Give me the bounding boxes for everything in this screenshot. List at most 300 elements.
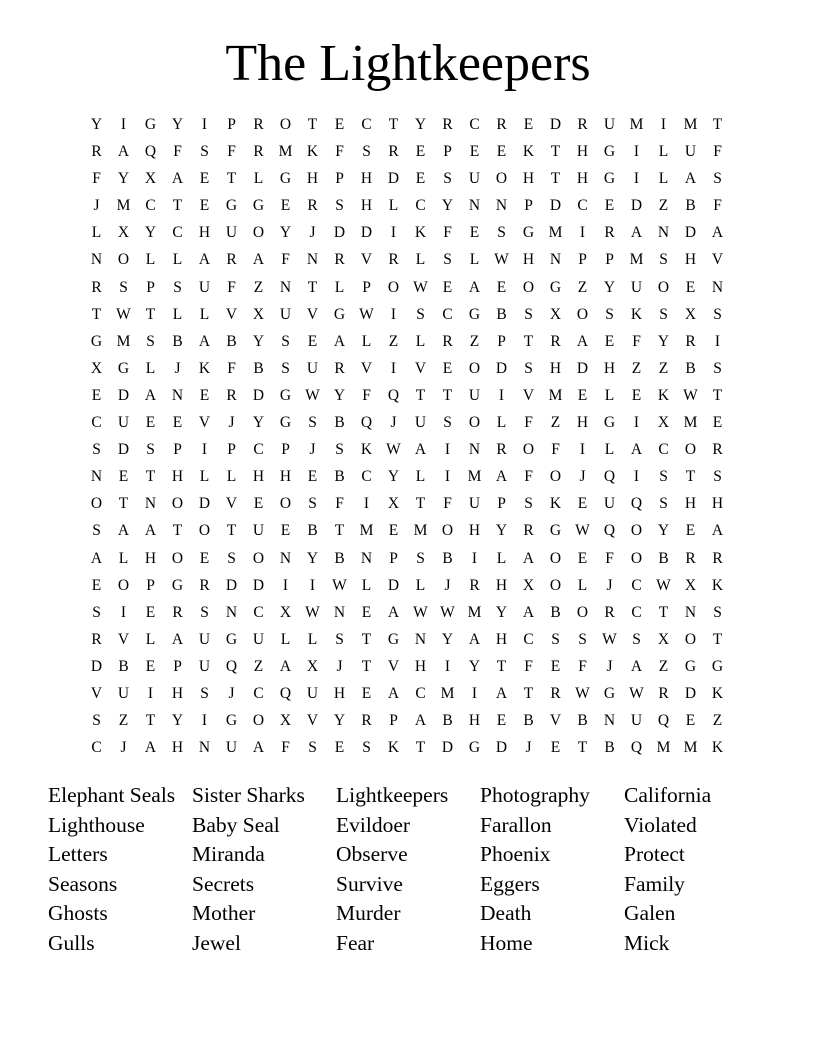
grid-letter: Q xyxy=(630,495,643,513)
grid-letter: E xyxy=(307,468,318,486)
grid-letter: P xyxy=(362,278,371,296)
grid-letter: N xyxy=(225,603,238,621)
grid-letter: Z xyxy=(658,657,669,675)
grid-letter: S xyxy=(308,414,317,432)
grid-letter: C xyxy=(442,305,453,323)
grid-letter: W xyxy=(413,278,428,296)
grid-letter: A xyxy=(171,630,184,648)
grid-letter: L xyxy=(658,143,669,161)
grid-letter: F xyxy=(443,224,452,242)
grid-letter: T xyxy=(91,305,102,323)
grid-letter: N xyxy=(495,197,508,215)
grid-letter: E xyxy=(577,386,588,404)
grid-letter: I xyxy=(120,603,127,621)
grid-letter: U xyxy=(306,684,319,702)
grid-letter: H xyxy=(144,549,157,567)
grid-letter: S xyxy=(335,630,344,648)
grid-letter: A xyxy=(144,386,157,404)
grid-letter: L xyxy=(307,630,318,648)
grid-letter: L xyxy=(496,549,507,567)
word-list-item: Farallon xyxy=(480,812,552,837)
grid-letter: M xyxy=(548,224,563,242)
grid-letter: W xyxy=(629,684,644,702)
grid-letter: S xyxy=(659,251,668,269)
grid-row xyxy=(83,331,731,358)
grid-letter: R xyxy=(442,116,453,133)
grid-letter: R xyxy=(361,712,372,730)
grid-letter: S xyxy=(659,305,668,323)
grid-letter: C xyxy=(415,197,426,215)
grid-letter: J xyxy=(606,657,613,675)
grid-letter: F xyxy=(281,739,290,757)
grid-letter: Y xyxy=(117,170,130,188)
grid-letter: E xyxy=(604,197,615,215)
grid-letter: E xyxy=(415,143,426,161)
word-list-item: Galen xyxy=(624,901,676,926)
grid-letter: E xyxy=(469,143,480,161)
grid-letter: U xyxy=(198,657,211,675)
grid-letter: A xyxy=(414,441,427,459)
grid-letter: O xyxy=(171,495,184,513)
grid-letter: A xyxy=(630,441,643,459)
grid-letter: R xyxy=(496,441,507,459)
grid-letter: Z xyxy=(577,278,588,296)
grid-letter: O xyxy=(468,414,481,432)
grid-letter: F xyxy=(578,657,587,675)
grid-letter: E xyxy=(442,359,453,377)
grid-letter: E xyxy=(523,116,534,133)
grid-letter: E xyxy=(199,549,210,567)
grid-letter: F xyxy=(362,386,371,404)
word-list-item: Ghosts xyxy=(48,901,108,926)
grid-row xyxy=(83,602,731,629)
grid-letter: O xyxy=(279,116,292,133)
grid-letter: L xyxy=(604,386,615,404)
grid-letter: U xyxy=(225,739,238,757)
grid-letter: I xyxy=(444,657,451,675)
grid-letter: P xyxy=(524,197,533,215)
grid-letter: S xyxy=(443,414,452,432)
grid-letter: T xyxy=(145,305,156,323)
grid-letter: Q xyxy=(279,684,292,702)
grid-row xyxy=(83,439,731,466)
grid-letter: K xyxy=(414,224,427,242)
grid-letter: T xyxy=(415,386,426,404)
grid-letter: N xyxy=(306,251,319,269)
grid-letter: F xyxy=(551,441,560,459)
grid-letter: K xyxy=(522,143,535,161)
grid-letter: O xyxy=(117,251,130,269)
grid-letter: T xyxy=(415,495,426,513)
grid-letter: T xyxy=(361,630,372,648)
grid-letter: G xyxy=(603,143,616,161)
grid-letter: E xyxy=(199,197,210,215)
grid-letter: R xyxy=(685,549,696,567)
grid-letter: E xyxy=(712,414,723,432)
grid-letter: R xyxy=(226,251,237,269)
grid-letter: L xyxy=(253,170,264,188)
word-list xyxy=(48,781,768,959)
grid-letter: E xyxy=(145,657,156,675)
grid-letter: B xyxy=(307,522,318,540)
grid-letter: A xyxy=(333,332,346,350)
grid-letter: H xyxy=(468,712,481,730)
grid-letter: S xyxy=(578,630,587,648)
grid-letter: Y xyxy=(657,332,670,350)
grid-letter: M xyxy=(548,386,563,404)
grid-letter: R xyxy=(253,143,264,161)
grid-letter: V xyxy=(198,414,211,432)
grid-letter: U xyxy=(603,495,616,513)
grid-letter: T xyxy=(226,522,237,540)
grid-letter: W xyxy=(116,305,131,323)
grid-letter: X xyxy=(684,576,697,594)
grid-letter: O xyxy=(522,441,535,459)
grid-letter: E xyxy=(496,278,507,296)
grid-letter: L xyxy=(199,468,210,486)
grid-letter: B xyxy=(442,712,453,730)
grid-letter: W xyxy=(332,576,347,594)
grid-letter: S xyxy=(119,278,128,296)
grid-letter: A xyxy=(171,170,184,188)
grid-letter: N xyxy=(684,603,697,621)
grid-letter: T xyxy=(415,739,426,757)
grid-letter: C xyxy=(172,224,183,242)
grid-letter: W xyxy=(305,603,320,621)
grid-letter: J xyxy=(390,414,397,432)
grid-letter: H xyxy=(360,197,373,215)
grid-row xyxy=(83,629,731,656)
grid-letter: B xyxy=(118,657,129,675)
grid-letter: A xyxy=(117,522,130,540)
grid-letter: O xyxy=(198,522,211,540)
grid-letter: M xyxy=(683,739,698,757)
grid-letter: H xyxy=(171,468,184,486)
grid-letter: J xyxy=(228,684,235,702)
grid-row xyxy=(83,222,731,249)
grid-letter: O xyxy=(576,305,589,323)
word-list-column xyxy=(192,781,336,959)
grid-letter: U xyxy=(117,684,130,702)
grid-letter: T xyxy=(523,332,534,350)
grid-row xyxy=(83,493,731,520)
grid-letter: S xyxy=(416,549,425,567)
grid-letter: P xyxy=(389,549,398,567)
grid-letter: R xyxy=(604,224,615,242)
grid-letter: S xyxy=(281,359,290,377)
grid-letter: V xyxy=(306,712,319,730)
grid-letter: F xyxy=(605,549,614,567)
grid-letter: P xyxy=(578,251,587,269)
grid-letter: Q xyxy=(225,657,238,675)
grid-letter: T xyxy=(172,197,183,215)
grid-letter: D xyxy=(225,576,238,594)
grid-letter: O xyxy=(171,549,184,567)
grid-letter: L xyxy=(118,549,129,567)
grid-letter: G xyxy=(603,414,616,432)
grid-letter: T xyxy=(496,657,507,675)
grid-letter: K xyxy=(360,441,373,459)
grid-letter: C xyxy=(253,441,264,459)
grid-letter: K xyxy=(306,143,319,161)
grid-letter: S xyxy=(713,359,722,377)
grid-letter: Y xyxy=(306,549,319,567)
grid-letter: F xyxy=(92,170,101,188)
grid-letter: E xyxy=(361,603,372,621)
grid-letter: O xyxy=(630,549,643,567)
grid-letter: Z xyxy=(631,359,642,377)
grid-letter: B xyxy=(658,549,669,567)
grid-letter: M xyxy=(683,414,698,432)
grid-letter: L xyxy=(280,630,291,648)
grid-letter: I xyxy=(309,576,316,594)
grid-letter: E xyxy=(91,576,102,594)
grid-letter: E xyxy=(388,522,399,540)
grid-letter: H xyxy=(576,143,589,161)
grid-letter: R xyxy=(550,684,561,702)
grid-letter: P xyxy=(497,332,506,350)
grid-row xyxy=(83,520,731,547)
grid-letter: U xyxy=(252,630,265,648)
grid-letter: M xyxy=(656,739,671,757)
word-list-item: Violated xyxy=(624,812,697,837)
grid-letter: H xyxy=(684,495,697,513)
word-list-item: Jewel xyxy=(192,930,241,955)
grid-letter: A xyxy=(387,684,400,702)
grid-letter: H xyxy=(495,630,508,648)
word-list-item: Survive xyxy=(336,871,403,896)
grid-letter: T xyxy=(388,116,399,133)
grid-row xyxy=(83,683,731,710)
grid-letter: O xyxy=(117,576,130,594)
grid-letter: X xyxy=(90,359,103,377)
grid-letter: B xyxy=(442,549,453,567)
grid-letter: F xyxy=(281,251,290,269)
grid-letter: K xyxy=(711,576,724,594)
grid-letter: E xyxy=(145,414,156,432)
grid-letter: N xyxy=(468,441,481,459)
grid-row xyxy=(83,141,731,168)
grid-letter: L xyxy=(415,251,426,269)
grid-letter: L xyxy=(658,170,669,188)
grid-letter: R xyxy=(496,116,507,133)
grid-letter: M xyxy=(278,143,293,161)
grid-letter: M xyxy=(359,522,374,540)
grid-letter: C xyxy=(469,116,480,133)
grid-letter: G xyxy=(603,170,616,188)
grid-letter: J xyxy=(93,197,100,215)
grid-letter: X xyxy=(144,170,157,188)
grid-letter: G xyxy=(225,712,238,730)
grid-letter: X xyxy=(279,603,292,621)
grid-letter: S xyxy=(443,251,452,269)
grid-letter: L xyxy=(361,332,372,350)
grid-letter: Y xyxy=(387,468,400,486)
grid-letter: Y xyxy=(333,712,346,730)
grid-letter: T xyxy=(226,170,237,188)
grid-letter: T xyxy=(550,170,561,188)
grid-letter: Y xyxy=(657,522,670,540)
grid-row xyxy=(83,249,731,276)
grid-letter: L xyxy=(226,468,237,486)
grid-letter: E xyxy=(415,170,426,188)
grid-letter: I xyxy=(120,116,127,133)
grid-letter: I xyxy=(579,224,586,242)
grid-letter: C xyxy=(631,576,642,594)
grid-row xyxy=(83,710,731,737)
grid-letter: G xyxy=(117,359,130,377)
grid-letter: S xyxy=(92,712,101,730)
grid-letter: Y xyxy=(90,116,103,133)
grid-letter: F xyxy=(227,278,236,296)
grid-letter: O xyxy=(387,278,400,296)
grid-letter: F xyxy=(227,143,236,161)
word-list-item: Fear xyxy=(336,930,375,955)
grid-letter: N xyxy=(279,549,292,567)
grid-row xyxy=(83,385,731,412)
grid-letter: D xyxy=(198,495,211,513)
word-list-item: Photography xyxy=(480,783,590,807)
word-list-item: Seasons xyxy=(48,871,118,896)
grid-letter: T xyxy=(118,495,129,513)
grid-letter: P xyxy=(146,278,155,296)
grid-letter: R xyxy=(577,116,588,133)
grid-letter: Y xyxy=(468,657,481,675)
grid-letter: E xyxy=(631,386,642,404)
grid-letter: O xyxy=(549,549,562,567)
grid-letter: O xyxy=(576,603,589,621)
grid-letter: R xyxy=(91,143,102,161)
grid-letter: U xyxy=(468,386,481,404)
grid-letter: E xyxy=(199,170,210,188)
grid-letter: W xyxy=(359,305,374,323)
grid-letter: X xyxy=(684,305,697,323)
grid-letter: U xyxy=(630,712,643,730)
grid-letter: H xyxy=(414,657,427,675)
grid-letter: S xyxy=(146,441,155,459)
grid-letter: Z xyxy=(118,712,129,730)
grid-letter: L xyxy=(145,251,156,269)
grid-letter: M xyxy=(413,522,428,540)
grid-row xyxy=(83,277,731,304)
grid-letter: E xyxy=(253,495,264,513)
grid-letter: Y xyxy=(414,116,427,133)
grid-letter: B xyxy=(334,468,345,486)
grid-letter: U xyxy=(252,522,265,540)
grid-letter: D xyxy=(630,197,643,215)
grid-letter: V xyxy=(711,251,724,269)
grid-letter: D xyxy=(576,359,589,377)
grid-letter: O xyxy=(549,468,562,486)
grid-letter: S xyxy=(281,332,290,350)
grid-letter: S xyxy=(227,549,236,567)
grid-letter: S xyxy=(200,143,209,161)
word-list-item: Family xyxy=(624,871,685,896)
grid-letter: U xyxy=(198,278,211,296)
grid-letter: W xyxy=(494,251,509,269)
grid-letter: V xyxy=(225,305,238,323)
grid-letter: I xyxy=(633,414,640,432)
grid-letter: D xyxy=(252,386,265,404)
grid-letter: U xyxy=(414,414,427,432)
grid-row xyxy=(83,304,731,331)
grid-letter: J xyxy=(579,468,586,486)
grid-letter: V xyxy=(360,359,373,377)
grid-letter: Z xyxy=(658,197,669,215)
grid-letter: T xyxy=(577,739,588,757)
grid-letter: V xyxy=(360,251,373,269)
grid-letter: V xyxy=(522,386,535,404)
grid-letter: E xyxy=(577,549,588,567)
grid-letter: R xyxy=(685,332,696,350)
grid-letter: C xyxy=(415,684,426,702)
grid-letter: N xyxy=(198,739,211,757)
grid-letter: E xyxy=(685,712,696,730)
grid-letter: W xyxy=(575,522,590,540)
grid-letter: J xyxy=(174,359,181,377)
grid-letter: T xyxy=(361,657,372,675)
grid-letter: G xyxy=(90,332,103,350)
grid-letter: X xyxy=(549,305,562,323)
word-list-item: Eggers xyxy=(480,871,540,896)
grid-letter: S xyxy=(713,468,722,486)
grid-letter: Y xyxy=(144,224,157,242)
grid-letter: E xyxy=(199,386,210,404)
grid-letter: S xyxy=(92,603,101,621)
page-title: The Lightkeepers xyxy=(225,35,591,92)
grid-letter: G xyxy=(279,386,292,404)
grid-letter: H xyxy=(252,468,265,486)
grid-letter: T xyxy=(307,278,318,296)
word-list-item: Mick xyxy=(624,930,670,955)
grid-letter: G xyxy=(549,522,562,540)
grid-letter: U xyxy=(117,414,130,432)
grid-letter: C xyxy=(253,684,264,702)
word-list-item: Lightkeepers xyxy=(336,783,449,807)
grid-letter: M xyxy=(629,116,644,133)
grid-letter: J xyxy=(228,414,235,432)
grid-letter: X xyxy=(522,576,535,594)
grid-letter: L xyxy=(496,414,507,432)
grid-letter: Q xyxy=(657,712,670,730)
grid-letter: U xyxy=(198,630,211,648)
grid-letter: R xyxy=(91,278,102,296)
grid-letter: P xyxy=(443,143,452,161)
grid-letter: N xyxy=(90,251,103,269)
grid-letter: N xyxy=(468,197,481,215)
grid-letter: S xyxy=(308,495,317,513)
grid-letter: B xyxy=(496,305,507,323)
grid-letter: L xyxy=(469,251,480,269)
grid-letter: I xyxy=(471,684,478,702)
grid-letter: Z xyxy=(253,278,264,296)
grid-letter: G xyxy=(252,197,265,215)
grid-letter: S xyxy=(551,630,560,648)
grid-letter: A xyxy=(711,224,724,242)
grid-letter: F xyxy=(713,143,722,161)
grid-letter: B xyxy=(523,712,534,730)
grid-letter: N xyxy=(711,278,724,296)
grid-letter: A xyxy=(117,143,130,161)
grid-letter: S xyxy=(497,224,506,242)
grid-letter: F xyxy=(524,657,533,675)
grid-letter: A xyxy=(495,468,508,486)
grid-letter: I xyxy=(363,495,370,513)
grid-row xyxy=(83,168,731,195)
grid-letter: H xyxy=(360,170,373,188)
word-list-item: Sister Sharks xyxy=(192,783,305,807)
grid-letter: S xyxy=(308,739,317,757)
